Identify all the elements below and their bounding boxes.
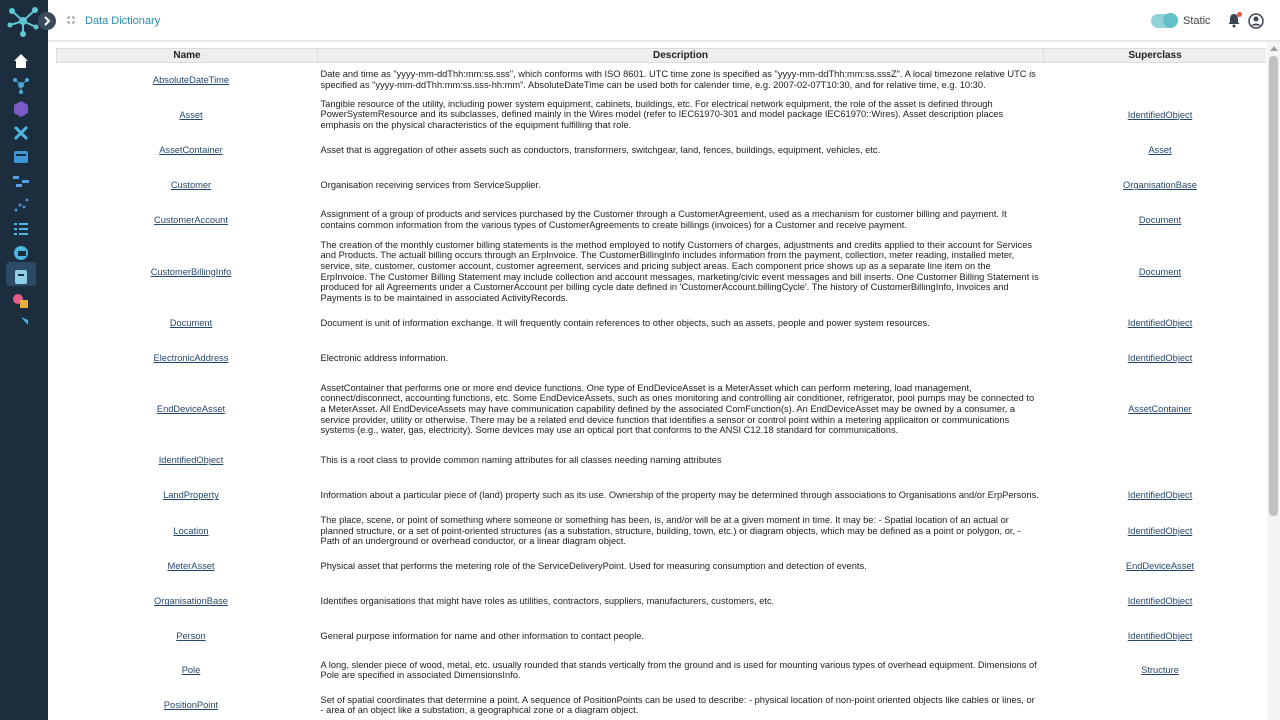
class-name-cell — [57, 97, 318, 133]
static-toggle-knob[interactable] — [1163, 13, 1178, 28]
table-header-row — [57, 49, 1267, 63]
superclass-link[interactable]: Asset — [1148, 145, 1172, 156]
superclass-cell — [1044, 478, 1267, 513]
scatter-line-icon — [12, 196, 30, 214]
description-cell: A long, slender piece of wood, metal, etc. usually rounded that stands vertically from the ground and is used for mounting various types of overhead equipment. Dimensions of Pole are specified in associated DimensionsInfo. — [320, 659, 1037, 681]
superclass-link[interactable]: Structure — [1141, 665, 1179, 676]
class-name-cell — [57, 63, 318, 97]
sidebar-item-database-edit[interactable] — [12, 148, 30, 166]
description-cell: Information about a particular piece of (land) property such as its use. Ownership of the property may be determined through associations to Organisations and/or ErpPersons. — [320, 489, 1039, 500]
data-dictionary-table-container — [56, 48, 1266, 720]
table-row — [57, 306, 1267, 341]
superclass-link[interactable]: IdentifiedObject — [1127, 596, 1193, 607]
list-bullets-icon — [12, 220, 30, 238]
column-header-superclass[interactable]: Superclass — [1044, 49, 1267, 63]
superclass-cell — [1044, 584, 1267, 619]
description-cell: Identifies organisations that might have roles as utilities, contractors, suppliers, manufacturers, customers, etc. — [320, 596, 775, 607]
top-bar — [48, 0, 1280, 42]
description-cell: Asset that is aggregation of other assets such as conductors, transformers, switchgear, land, fences, buildings, equipment, vehicles, etc. — [320, 144, 881, 155]
superclass-cell — [1044, 549, 1267, 584]
sidebar-item-hexagon-network[interactable] — [12, 100, 30, 118]
class-name-cell — [57, 341, 318, 376]
class-name-link[interactable]: OrganisationBase — [154, 596, 228, 607]
class-name-cell — [57, 549, 318, 584]
class-name-cell — [57, 619, 318, 653]
class-name-link[interactable]: Asset — [179, 109, 203, 120]
superclass-link[interactable]: OrganisationBase — [1123, 180, 1197, 191]
shapes-icon — [12, 292, 30, 310]
user-account-icon[interactable] — [1248, 13, 1264, 29]
superclass-cell — [1044, 341, 1267, 376]
superclass-cell — [1044, 238, 1267, 306]
class-name-link[interactable]: MeterAsset — [167, 561, 215, 572]
superclass-link[interactable]: IdentifiedObject — [1127, 318, 1193, 329]
class-name-cell — [57, 203, 318, 238]
superclass-cell — [1044, 63, 1267, 97]
class-name-cell — [57, 478, 318, 513]
class-name-link[interactable]: CustomerBillingInfo — [150, 266, 232, 277]
sidebar-item-data-dictionary[interactable] — [12, 268, 30, 286]
flow-diagram-icon — [12, 172, 30, 190]
sidebar — [0, 0, 48, 720]
table-row — [57, 203, 1267, 238]
sidebar-item-shapes[interactable] — [12, 292, 30, 310]
cross-tools-icon — [12, 124, 30, 142]
sidebar-item-shield[interactable] — [12, 316, 30, 334]
superclass-cell — [1044, 168, 1267, 203]
sidebar-item-cross-tools[interactable] — [12, 124, 30, 142]
description-cell: The place, scene, or point of something where someone or something has been, is, and/or will be at a given moment in time. It may be: - Spatial location of an actual or planned structure, or a set of point-oriented structures (as a substation, structure, building, town, etc.) or diagram objects, which may be defined as a point or polygon, or, - Path of an underground or overhead conductor, or a linear diagram object. — [320, 514, 1021, 547]
sidebar-item-network-graph[interactable] — [12, 76, 30, 94]
table-row — [57, 376, 1267, 443]
description-cell: Document is unit of information exchange. It will frequently contain references to other objects, such as assets, people and power system resources. — [320, 317, 930, 328]
chat-bubble-icon — [12, 244, 30, 262]
table-row — [57, 238, 1267, 306]
class-name-link[interactable]: Pole — [181, 665, 201, 676]
chevron-right-icon — [38, 12, 56, 30]
superclass-cell — [1044, 97, 1267, 133]
superclass-link[interactable]: Document — [1138, 266, 1182, 277]
table-row — [57, 619, 1267, 653]
table-row — [57, 97, 1267, 133]
table-row — [57, 63, 1267, 97]
superclass-cell — [1044, 513, 1267, 549]
class-name-link[interactable]: EndDeviceAsset — [156, 404, 226, 415]
class-name-cell — [57, 376, 318, 443]
superclass-link[interactable]: IdentifiedObject — [1127, 490, 1193, 501]
home-icon — [12, 52, 30, 70]
superclass-link[interactable]: IdentifiedObject — [1127, 353, 1193, 364]
static-toggle-label: Static — [1183, 15, 1211, 27]
superclass-cell — [1044, 619, 1267, 653]
sidebar-item-scatter-line[interactable] — [12, 196, 30, 214]
database-edit-icon — [12, 148, 30, 166]
sidebar-item-list-bullets[interactable] — [12, 220, 30, 238]
table-row — [57, 133, 1267, 168]
superclass-link[interactable]: IdentifiedObject — [1127, 630, 1193, 641]
superclass-cell — [1044, 653, 1267, 688]
description-cell: General purpose information for name and other information to contact people. — [320, 630, 645, 641]
table-row — [57, 341, 1267, 376]
superclass-cell — [1044, 443, 1267, 478]
superclass-link[interactable]: EndDeviceAsset — [1125, 561, 1195, 572]
description-cell: Set of spatial coordinates that determine a point. A sequence of PositionPoints can be used to describe: - physical location of non-point oriented objects like cables or lines, or - area of an object like a substation, a geographical zone or a diagram object. — [320, 694, 1035, 716]
superclass-cell — [1044, 203, 1267, 238]
class-name-link[interactable]: Location — [173, 525, 209, 536]
superclass-cell — [1044, 133, 1267, 168]
class-name-cell — [57, 133, 318, 168]
class-name-cell — [57, 306, 318, 341]
data-dictionary-table — [56, 48, 1266, 720]
expand-sidebar-button[interactable] — [38, 12, 56, 30]
description-cell: This is a root class to provide common naming attributes for all classes needing naming attributes — [320, 454, 722, 465]
superclass-cell — [1044, 376, 1267, 443]
collapse-icon[interactable] — [66, 15, 76, 25]
table-row — [57, 478, 1267, 513]
description-cell: The creation of the monthly customer billing statements is the method employed to notify Customers of charges, adjustments and credits applied to their account for Services and Products. The actuall billing occurs through an ErpInvoice. The CustomerBillingInfo includes information from the payment, collection, meter reading, installed meter, service, site, customer, customer account, customer agreement, services and pricing subject areas. Each component price shows up as a separate line item on the ErpInvoice. The Customer Billing Statement may include collection and account messages, marketing/civic event messages and bill inserts. One Customer Billing Statement is produced for all Agreements under a CustomerAccount per billing cycle date defined in 'CustomerAccount.billingCycle'. The history of CustomerBillingInfo, Invoices and Payments is to be maintained in associated ActivityRecords. — [320, 239, 1039, 304]
description-cell: Date and time as "yyyy-mm-ddThh:mm:ss.sss", which conforms with ISO 8601. UTC time zone is specified as "yyyy-mm-ddThh:mm:ss.sssZ". A local timezone relative UTC is specified as "yyyy-mm-ddThh:mm:ss.sss-hh:mm". AbsoluteDateTime can be used both for calender time, e.g. 2007-02-07T10:30, and for relative time, e.g. 10:30. — [320, 69, 1036, 90]
scroll-up-arrow-icon[interactable] — [1270, 46, 1278, 51]
class-name-link[interactable]: AbsoluteDateTime — [152, 74, 230, 85]
sidebar-item-chat-bubble[interactable] — [12, 244, 30, 262]
class-name-cell — [57, 688, 318, 720]
description-cell: Physical asset that performs the metering role of the ServiceDeliveryPoint. Used for measuring consumption and detection of events. — [320, 561, 867, 572]
class-name-link[interactable]: PositionPoint — [163, 700, 219, 711]
sidebar-item-flow-diagram[interactable] — [12, 172, 30, 190]
description-cell: AssetContainer that performs one or more end device functions. One type of EndDeviceAsset is a MeterAsset which can perform metering, load management, connect/disconnect, accounting functions, etc. Some EndDeviceAssets, such as ones monitoring and controlling air conditioner, refrigerator, pool pumps may be connected to a MeterAsset. All EndDeviceAssets may have communication capability defined by the associated ComFunction(s). An EndDeviceAsset may be owned by a consumer, a service provider, utility or otherwise. There may be a related end device function that identifies a sensor or control point within a metering applicaiton or communications systems (e.g., water, gas, electricity). Some devices may use an optical port that conforms to the ANSI C12.18 standard for communications. — [320, 382, 1035, 436]
notification-badge — [1237, 12, 1242, 17]
network-graph-icon — [12, 76, 30, 94]
description-cell: Assignment of a group of products and services purchased by the Customer through a CustomerAgreement, used as a mechanism for customer billing and payment. It contains common information from the various types of CustomerAgreements to create billings (invoices) for a Customer and receive payment. — [320, 209, 1007, 231]
superclass-link[interactable]: IdentifiedObject — [1127, 109, 1193, 120]
page-title: Data Dictionary — [85, 15, 161, 27]
column-header-description[interactable]: Description — [318, 49, 1044, 63]
table-row — [57, 549, 1267, 584]
table-row — [57, 168, 1267, 203]
data-dictionary-icon — [12, 268, 30, 286]
superclass-cell — [1044, 306, 1267, 341]
superclass-link[interactable]: Document — [1138, 215, 1182, 226]
superclass-cell — [1044, 688, 1267, 720]
description-cell: Tangible resource of the utility, including power system equipment, cabinets, buildings, etc. For electrical network equipment, the role of the asset is defined through PowerSystemResource and its subclasses, defined mainly in the Wires model (refer to IEC61970-301 and model package IEC61970::Wires). Asset description places emphasis on the physical characteristics of the equipment fulfilling that role. — [320, 98, 1004, 130]
class-name-cell — [57, 653, 318, 688]
class-name-cell — [57, 513, 318, 549]
description-cell: Organisation receiving services from ServiceSupplier. — [320, 179, 541, 190]
class-name-link[interactable]: LandProperty — [163, 490, 219, 501]
class-name-cell — [57, 584, 318, 619]
class-name-cell — [57, 443, 318, 478]
class-name-link[interactable]: IdentifiedObject — [158, 455, 224, 466]
column-header-name[interactable]: Name — [57, 49, 318, 63]
class-name-link[interactable]: ElectronicAddress — [153, 353, 229, 364]
app-logo-icon[interactable] — [4, 3, 42, 39]
class-name-link[interactable]: Customer — [170, 180, 212, 191]
table-row — [57, 688, 1267, 720]
scrollbar-thumb[interactable] — [1269, 56, 1278, 516]
hexagon-network-icon — [12, 100, 30, 118]
table-row — [57, 653, 1267, 688]
class-name-link[interactable]: Document — [169, 318, 213, 329]
description-cell: Electronic address information. — [320, 352, 449, 363]
sidebar-item-home[interactable] — [12, 52, 30, 70]
class-name-link[interactable]: CustomerAccount — [154, 215, 228, 226]
superclass-link[interactable]: AssetContainer — [1128, 404, 1192, 415]
table-row — [57, 584, 1267, 619]
table-row — [57, 443, 1267, 478]
class-name-link[interactable]: AssetContainer — [159, 145, 223, 156]
class-name-link[interactable]: Person — [176, 630, 206, 641]
class-name-cell — [57, 168, 318, 203]
shield-icon — [12, 316, 30, 334]
superclass-link[interactable]: IdentifiedObject — [1127, 525, 1193, 536]
table-row — [57, 513, 1267, 549]
class-name-cell — [57, 238, 318, 306]
